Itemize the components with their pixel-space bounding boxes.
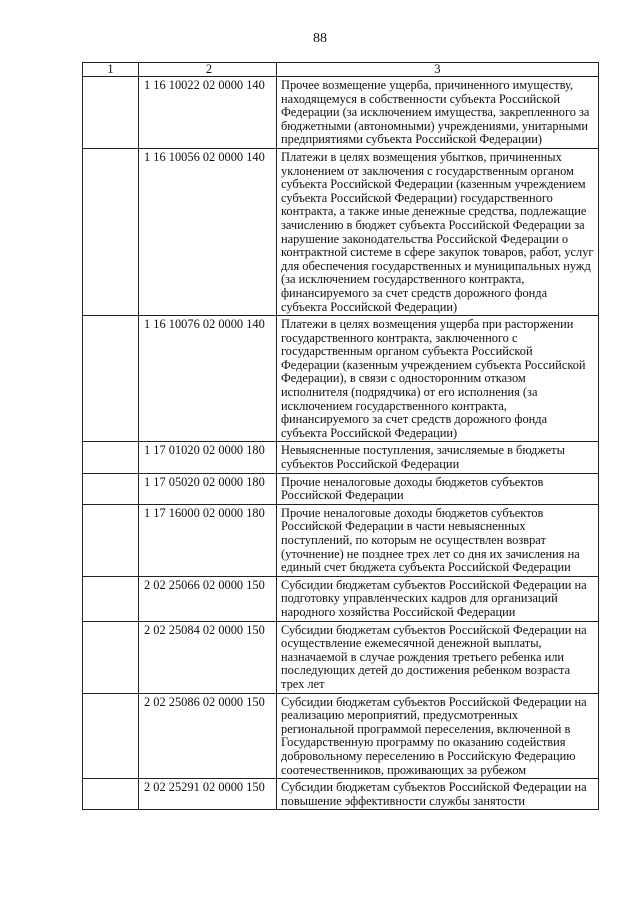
revenue-description: Платежи в целях возмещения ущерба при расторжении государственного контракта, заключенного с государственным органом субъекта Российской Федерации (казенным учреждением субъекта Российской Федерации), в связи с односторонним отказом исполнителя (подрядчика) от его исполнения (за исключением государственного контракта, финансируемого за счет средств дорожного фонда субъекта Российской Федерации) xyxy=(277,316,599,442)
table-cell-empty xyxy=(83,779,139,810)
table-cell-empty xyxy=(83,77,139,149)
table-row xyxy=(83,779,599,810)
table-cell-empty xyxy=(83,148,139,315)
revenue-description: Прочие неналоговые доходы бюджетов субъектов Российской Федерации xyxy=(277,473,599,504)
table-row xyxy=(83,504,599,576)
revenue-description: Прочее возмещение ущерба, причиненного имуществу, находящемуся в собственности субъекта Российской Федерации (за исключением имущества, закрепленного за бюджетными (автономными) учреждениями, унитарными предприятиями субъекта Российской Федерации) xyxy=(277,77,599,149)
table-row xyxy=(83,316,599,442)
column-header-2: 2 xyxy=(139,63,277,77)
table-header-row xyxy=(83,63,599,77)
revenue-description: Прочие неналоговые доходы бюджетов субъектов Российской Федерации в части невыясненных поступлений, по которым не осуществлен возврат (уточнение) не позднее трех лет со дня их зачисления на единый счет бюджета субъекта Российской Федерации xyxy=(277,504,599,576)
revenue-description: Субсидии бюджетам субъектов Российской Федерации на реализацию мероприятий, предусмотренных региональной программой переселения, включенной в Государственную программу по оказанию содействия добровольному переселению в Российскую Федерацию соотечественников, проживающих за рубежом xyxy=(277,693,599,779)
page-number: 88 xyxy=(313,31,327,46)
table-cell-empty xyxy=(83,621,139,693)
revenue-code: 2 02 25086 02 0000 150 xyxy=(139,693,277,779)
revenue-code: 2 02 25084 02 0000 150 xyxy=(139,621,277,693)
table-row xyxy=(83,621,599,693)
revenue-description: Субсидии бюджетам субъектов Российской Федерации на осуществление ежемесячной денежной выплаты, назначаемой в случае рождения третьего ребенка или последующих детей до достижения ребенком возраста трех лет xyxy=(277,621,599,693)
table-cell-empty xyxy=(83,693,139,779)
table-cell-empty xyxy=(83,316,139,442)
table-row xyxy=(83,442,599,473)
table-cell-empty xyxy=(83,576,139,621)
revenue-code: 1 16 10076 02 0000 140 xyxy=(139,316,277,442)
table-cell-empty xyxy=(83,442,139,473)
table-row xyxy=(83,693,599,779)
revenue-description: Невыясненные поступления, зачисляемые в бюджеты субъектов Российской Федерации xyxy=(277,442,599,473)
column-header-3: 3 xyxy=(277,63,599,77)
revenue-description: Субсидии бюджетам субъектов Российской Федерации на подготовку управленческих кадров для организаций народного хозяйства Российской Федерации xyxy=(277,576,599,621)
revenue-code-table xyxy=(82,62,599,810)
table-row xyxy=(83,576,599,621)
column-header-1: 1 xyxy=(83,63,139,77)
revenue-code: 2 02 25291 02 0000 150 xyxy=(139,779,277,810)
revenue-description: Платежи в целях возмещения убытков, причиненных уклонением от заключения с государственным органом субъекта Российской Федерации (казенным учреждением субъекта Российской Федерации) государственного контракта, а также иные денежные средства, подлежащие зачислению в бюджет субъекта Российской Федерации за нарушение законодательства Российской Федерации о контрактной системе в сфере закупок товаров, работ, услуг для обеспечения государственных и муниципальных нужд (за исключением государственного контракта, финансируемого за счет средств дорожного фонда субъекта Российской Федерации) xyxy=(277,148,599,315)
revenue-description: Субсидии бюджетам субъектов Российской Федерации на повышение эффективности службы занятости xyxy=(277,779,599,810)
table-cell-empty xyxy=(83,504,139,576)
revenue-code: 1 17 16000 02 0000 180 xyxy=(139,504,277,576)
revenue-code: 1 16 10056 02 0000 140 xyxy=(139,148,277,315)
revenue-code: 1 17 01020 02 0000 180 xyxy=(139,442,277,473)
revenue-code: 1 16 10022 02 0000 140 xyxy=(139,77,277,149)
revenue-code: 2 02 25066 02 0000 150 xyxy=(139,576,277,621)
table-row xyxy=(83,148,599,315)
table-cell-empty xyxy=(83,473,139,504)
table-row xyxy=(83,77,599,149)
table-row xyxy=(83,473,599,504)
revenue-code: 1 17 05020 02 0000 180 xyxy=(139,473,277,504)
